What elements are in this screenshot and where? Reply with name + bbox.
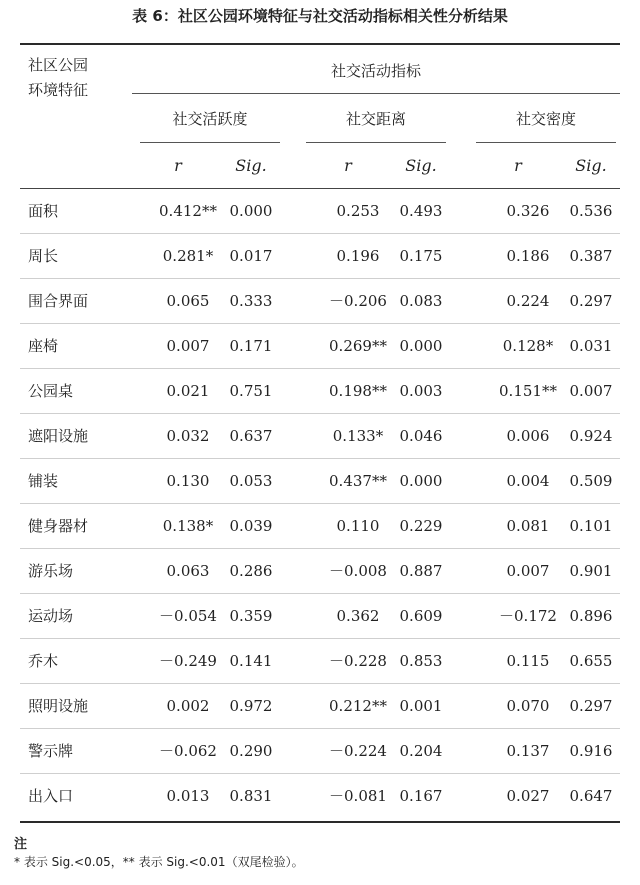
subheader-density-underline [476, 142, 616, 143]
stat-label-r-density: r [514, 156, 522, 175]
row-label: 遮阳设施 [28, 427, 89, 445]
cell-distance-r: 0.133* [332, 427, 384, 445]
cell-activity-sig: 0.290 [229, 742, 273, 760]
note-text: * 表示 Sig.<0.05，** 表示 Sig.<0.01（双尾检验）。 [14, 855, 304, 869]
subheader-activity: 社交活跃度 [172, 110, 248, 128]
cell-density-sig: 0.655 [569, 652, 613, 670]
cell-activity-r: 0.412** [159, 202, 217, 220]
cell-distance-sig: 0.204 [399, 742, 443, 760]
cell-density-r: 0.224 [506, 292, 550, 310]
cell-distance-sig: 0.000 [399, 337, 443, 355]
cell-activity-sig: 0.039 [229, 517, 273, 535]
cell-density-r: 0.081 [506, 517, 550, 535]
cell-distance-sig: 0.887 [399, 562, 443, 580]
cell-activity-sig: 0.171 [229, 337, 273, 355]
table-row [20, 324, 620, 369]
cell-density-sig: 0.297 [569, 292, 613, 310]
cell-density-r: 0.070 [506, 697, 550, 715]
table-row [20, 279, 620, 324]
cell-density-r: 0.137 [506, 742, 550, 760]
group-underline [132, 93, 620, 94]
cell-activity-sig: 0.831 [229, 787, 273, 805]
row-label: 铺装 [28, 472, 59, 490]
stat-label-sig-distance: Sig. [405, 156, 437, 175]
cell-distance-r: 0.269** [329, 337, 387, 355]
cell-density-r: 0.027 [506, 787, 550, 805]
cell-distance-sig: 0.853 [399, 652, 443, 670]
table-row [20, 414, 620, 459]
cell-density-r: －0.172 [499, 607, 557, 625]
table-row [20, 594, 620, 639]
cell-distance-r: 0.110 [336, 517, 380, 535]
cell-density-r: 0.128* [502, 337, 554, 355]
subheader-distance: 社交距离 [345, 110, 406, 128]
table-row [20, 369, 620, 414]
cell-density-r: 0.115 [506, 652, 550, 670]
cell-activity-sig: 0.017 [229, 247, 273, 265]
cell-distance-sig: 0.046 [399, 427, 443, 445]
cell-density-sig: 0.647 [569, 787, 613, 805]
row-label: 乔木 [28, 652, 59, 670]
cell-activity-sig: 0.141 [229, 652, 273, 670]
cell-density-r: 0.006 [506, 427, 550, 445]
table-row [20, 459, 620, 504]
table-row [20, 234, 620, 279]
row-label: 出入口 [28, 787, 74, 805]
cell-distance-sig: 0.493 [399, 202, 443, 220]
cell-activity-sig: 0.286 [229, 562, 273, 580]
row-label: 游乐场 [28, 562, 74, 580]
cell-density-r: 0.007 [506, 562, 550, 580]
row-label: 座椅 [28, 337, 59, 355]
cell-density-sig: 0.509 [569, 472, 613, 490]
cell-density-sig: 0.536 [569, 202, 613, 220]
cell-distance-sig: 0.175 [399, 247, 443, 265]
cell-density-sig: 0.896 [569, 607, 613, 625]
cell-activity-r: 0.130 [166, 472, 210, 490]
cell-activity-r: 0.021 [166, 382, 210, 400]
table-row [20, 729, 620, 774]
cell-distance-sig: 0.083 [399, 292, 443, 310]
group-header: 社交活动指标 [330, 62, 421, 80]
cell-distance-r: －0.228 [329, 652, 387, 670]
cell-activity-r: 0.065 [166, 292, 210, 310]
cell-activity-sig: 0.333 [229, 292, 273, 310]
row-label: 围合界面 [28, 292, 89, 310]
cell-activity-r: 0.138* [162, 517, 214, 535]
cell-distance-r: 0.196 [336, 247, 380, 265]
cell-distance-sig: 0.167 [399, 787, 443, 805]
table-row [20, 639, 620, 684]
table-row [20, 684, 620, 729]
cell-density-r: 0.004 [506, 472, 550, 490]
cell-distance-r: －0.081 [329, 787, 387, 805]
cell-activity-sig: 0.053 [229, 472, 273, 490]
cell-distance-r: 0.437** [329, 472, 387, 490]
cell-activity-r: 0.013 [166, 787, 210, 805]
cell-distance-sig: 0.003 [399, 382, 443, 400]
cell-activity-sig: 0.359 [229, 607, 273, 625]
cell-density-r: 0.186 [506, 247, 550, 265]
cell-density-r: 0.326 [506, 202, 550, 220]
cell-activity-r: 0.032 [166, 427, 210, 445]
row-label: 照明设施 [28, 697, 89, 715]
cell-activity-r: 0.007 [166, 337, 210, 355]
cell-activity-r: 0.063 [166, 562, 210, 580]
table-bottom-rule [20, 821, 620, 823]
cell-density-sig: 0.916 [569, 742, 613, 760]
cell-activity-r: 0.281* [162, 247, 214, 265]
cell-density-sig: 0.924 [569, 427, 613, 445]
table-row [20, 549, 620, 594]
cell-density-sig: 0.297 [569, 697, 613, 715]
table-row [20, 774, 620, 819]
cell-activity-r: －0.062 [159, 742, 217, 760]
cell-activity-sig: 0.972 [229, 697, 273, 715]
cell-density-r: 0.151** [499, 382, 557, 400]
cell-distance-r: 0.198** [329, 382, 387, 400]
row-label: 公园桌 [28, 382, 74, 400]
cell-distance-sig: 0.001 [399, 697, 443, 715]
stat-label-r-activity: r [174, 156, 182, 175]
cell-density-sig: 0.387 [569, 247, 613, 265]
cell-distance-r: －0.206 [329, 292, 387, 310]
subheader-density: 社交密度 [515, 110, 576, 128]
cell-distance-sig: 0.000 [399, 472, 443, 490]
cell-distance-r: 0.362 [336, 607, 380, 625]
row-label: 警示牌 [28, 742, 74, 760]
cell-distance-r: －0.008 [329, 562, 387, 580]
table-row [20, 504, 620, 549]
stat-label-r-distance: r [344, 156, 352, 175]
stat-label-sig-density: Sig. [575, 156, 607, 175]
subheader-distance-underline [306, 142, 446, 143]
table-row [20, 189, 620, 234]
subheader-activity-underline [140, 142, 280, 143]
cell-activity-r: －0.054 [159, 607, 217, 625]
row-label: 运动场 [28, 607, 74, 625]
row-label: 面积 [28, 202, 59, 220]
cell-distance-sig: 0.229 [399, 517, 443, 535]
stat-label-sig-activity: Sig. [235, 156, 267, 175]
cell-activity-sig: 0.000 [229, 202, 273, 220]
cell-density-sig: 0.007 [569, 382, 613, 400]
row-label: 周长 [28, 247, 59, 265]
cell-density-sig: 0.101 [569, 517, 613, 535]
cell-density-sig: 0.901 [569, 562, 613, 580]
row-header: 社区公园 环境特征 [28, 56, 89, 99]
cell-activity-r: －0.249 [159, 652, 217, 670]
cell-density-sig: 0.031 [569, 337, 613, 355]
cell-distance-sig: 0.609 [399, 607, 443, 625]
cell-activity-sig: 0.751 [229, 382, 273, 400]
cell-activity-sig: 0.637 [229, 427, 273, 445]
table-top-rule [20, 43, 620, 45]
table-title: 表 6：社区公园环境特征与社交活动指标相关性分析结果 [132, 7, 508, 25]
row-label: 健身器材 [28, 517, 89, 535]
cell-distance-r: 0.253 [336, 202, 380, 220]
note-heading: 注 [14, 837, 28, 852]
cell-distance-r: －0.224 [329, 742, 387, 760]
cell-distance-r: 0.212** [329, 697, 387, 715]
cell-activity-r: 0.002 [166, 697, 210, 715]
